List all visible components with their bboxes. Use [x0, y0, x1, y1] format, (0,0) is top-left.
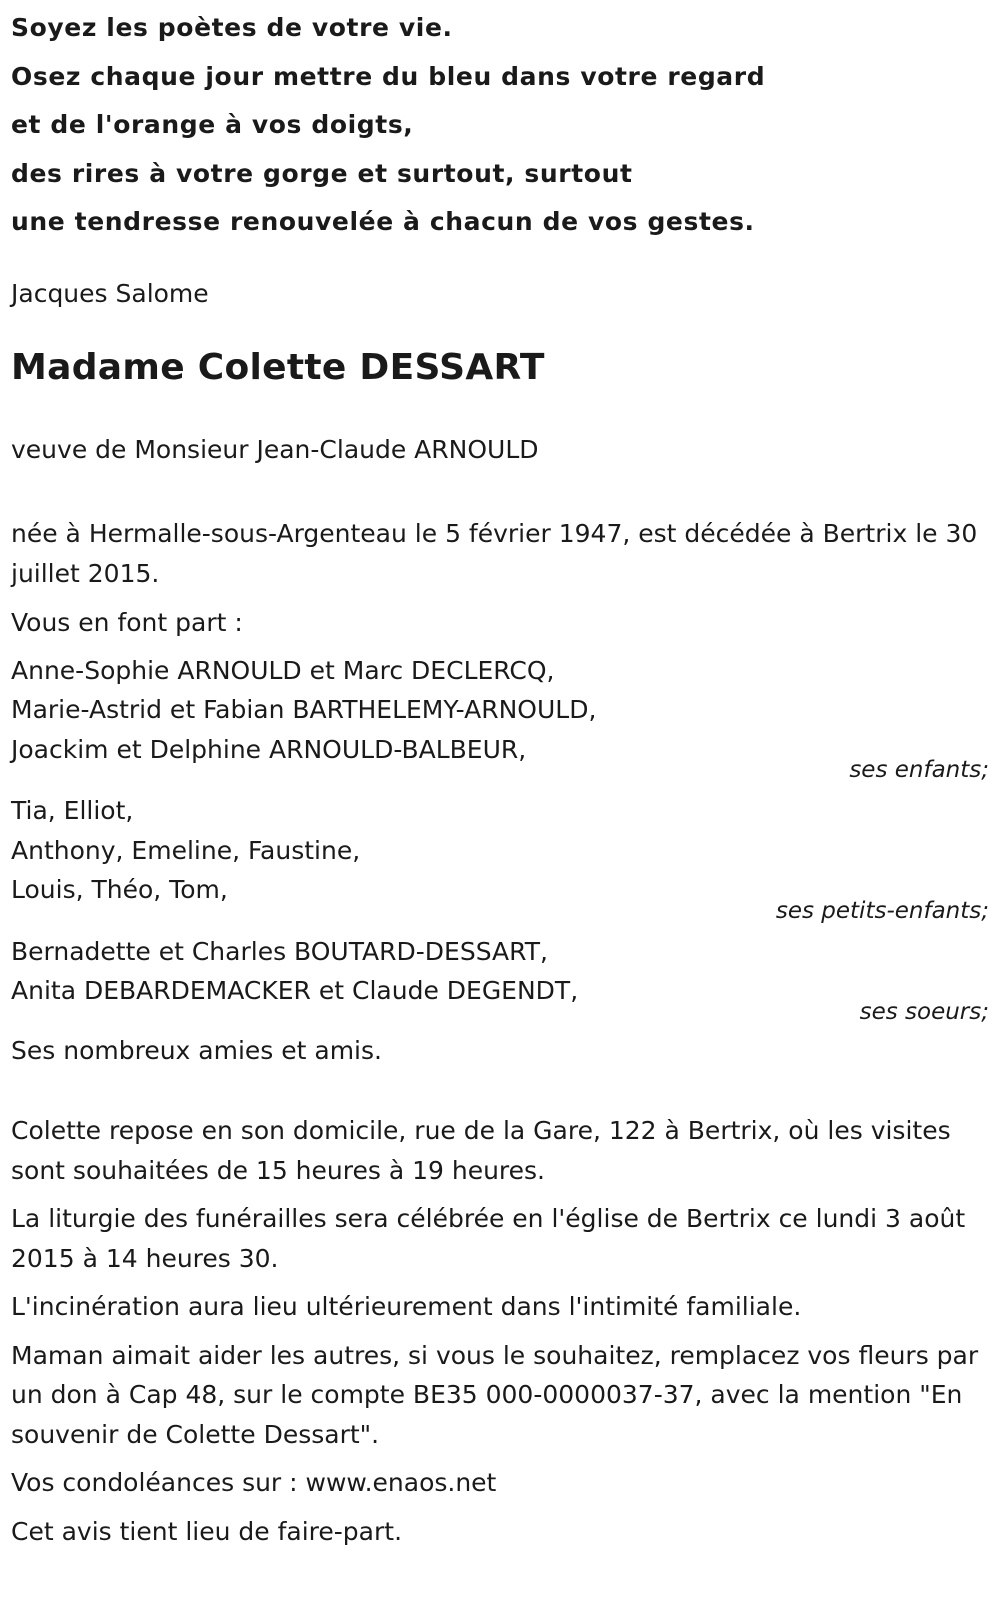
visitation-paragraph: Colette repose en son domicile, rue de la Gare, 122 à Bertrix, où les visites sont souhaitées de 15 heures à 19 heures. — [11, 1116, 951, 1185]
announcement-line: Vous en font part : — [11, 608, 243, 637]
friends-line: Ses nombreux amies et amis. — [11, 1035, 382, 1065]
poem-quote — [11, 4, 991, 247]
family-member: Anne-Sophie ARNOULD et Marc DECLERCQ, — [11, 655, 555, 685]
family-member: Marie-Astrid et Fabian BARTHELEMY-ARNOULD, — [11, 695, 597, 724]
poem-line: des rires à votre gorge et surtout, surtout — [11, 158, 633, 188]
family-member: Joackim et Delphine ARNOULD-BALBEUR, — [11, 734, 527, 764]
family-member: Tia, Elliot, — [11, 796, 134, 825]
relation-label: ses soeurs; — [859, 998, 989, 1025]
poem-line: et de l'orange à vos doigts, — [11, 110, 414, 139]
poem-line: Soyez les poètes de votre vie. — [11, 13, 453, 42]
widow-of-line: veuve de Monsieur Jean-Claude ARNOULD — [11, 434, 539, 464]
birth-death-line: née à Hermalle-sous-Argenteau le 5 février 1947, est décédée à Bertrix le 30 juillet 2015. — [11, 519, 978, 588]
notice-line: Cet avis tient lieu de faire-part. — [11, 1516, 403, 1546]
condolences-line: Vos condoléances sur : www.enaos.net — [11, 1468, 497, 1497]
family-member: Anita DEBARDEMACKER et Claude DEGENDT, — [11, 976, 579, 1005]
poem-line: une tendresse renouvelée à chacun de vos gestes. — [11, 207, 755, 236]
deceased-name: Madame Colette DESSART — [11, 346, 545, 388]
grandchildren-group — [11, 791, 991, 926]
relation-label: ses enfants; — [849, 757, 989, 783]
obituary-notice — [11, 0, 991, 1551]
donation-paragraph: Maman aimait aider les autres, si vous le souhaitez, remplacez vos fleurs par un don à Cap 48, sur le compte BE35 000-0000037-37, avec la mention "En souvenir de Colette Dessart". — [11, 1340, 979, 1449]
family-member: Louis, Théo, Tom, — [11, 875, 228, 904]
family-member: Anthony, Emeline, Faustine, — [11, 835, 361, 865]
family-member: Bernadette et Charles BOUTARD-DESSART, — [11, 936, 548, 966]
relation-label: ses petits-enfants; — [775, 897, 989, 924]
cremation-paragraph: L'incinération aura lieu ultérieurement dans l'intimité familiale. — [11, 1292, 802, 1321]
liturgy-paragraph: La liturgie des funérailles sera célébrée en l'église de Bertrix ce lundi 3 août 2015 à 14 heures 30. — [11, 1204, 966, 1273]
children-group — [11, 651, 991, 786]
sisters-group — [11, 932, 991, 1027]
poem-line: Osez chaque jour mettre du bleu dans votre regard — [11, 61, 766, 91]
poem-author: Jacques Salome — [11, 278, 209, 308]
